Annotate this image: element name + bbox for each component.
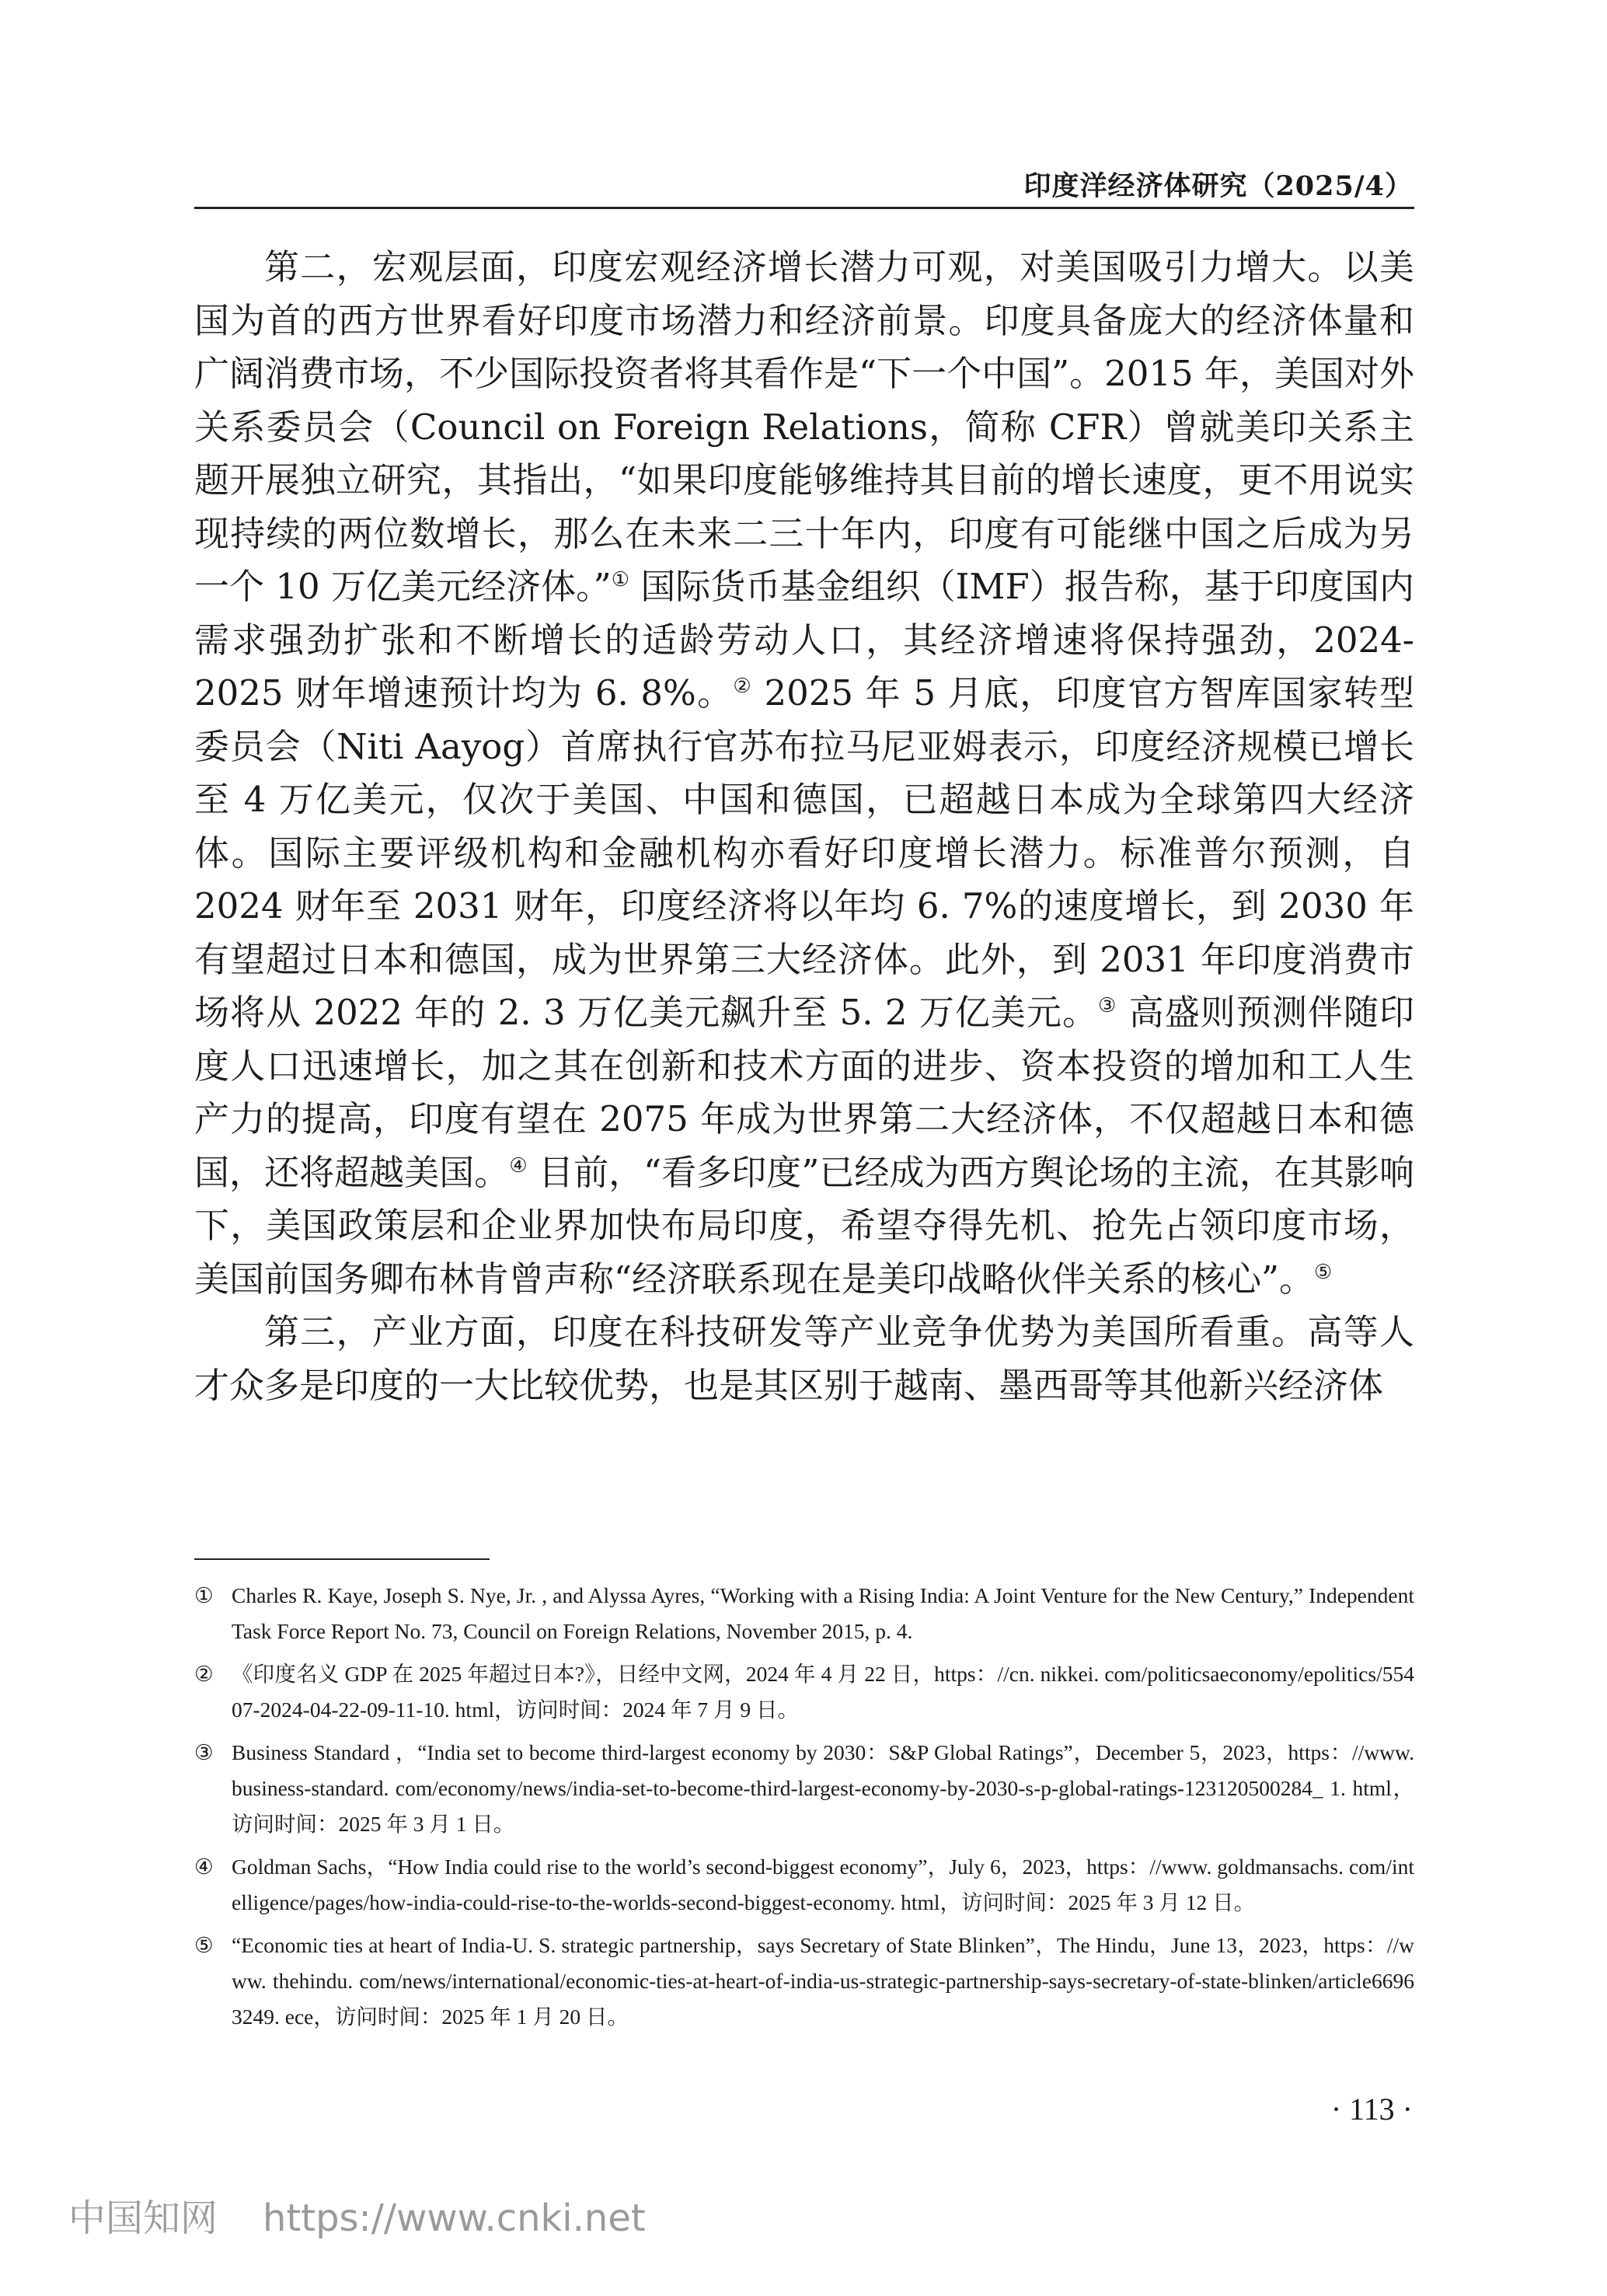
watermark-url[interactable]: https://www.cnki.net (263, 2197, 646, 2240)
page-number: · 113 · (1330, 2092, 1413, 2127)
footnote-4 (194, 1849, 1414, 1921)
paragraph-industry (194, 1306, 1414, 1412)
footnote-number: ④ (194, 1855, 214, 1879)
footnote-ref-5[interactable]: ⑤ (1314, 1260, 1333, 1284)
footnote-number: ① (194, 1583, 214, 1607)
footnote-3 (194, 1735, 1414, 1842)
footnote-ref-1[interactable]: ① (611, 568, 630, 591)
header-rule (194, 207, 1414, 209)
footnote-ref-4[interactable]: ④ (509, 1153, 528, 1178)
paragraph-text: 第二，宏观层面，印度宏观经济增长潜力可观，对美国吸引力增大。以美国为首的西方世界看好印度市场潜力和经济前景。印度具备庞大的经济体量和广阔消费市场，不少国际投资者将其看作是“下一个中国”。2015 年，美国对外关系委员会（Council on Foreign Relations，简称 CFR）曾就美印关系主题开展独立研究，其指出，“如果印度能够维持其目前的增长速度，更不用说实现持续的两位数增长，那么在未来二三十年内，印度有可能继中国之后成为另一个 10 万亿美元经济体。” (194, 246, 1414, 607)
footnote-ref-2[interactable]: ② (733, 675, 752, 698)
footnote-number: ⑤ (194, 1933, 214, 1957)
footnote-5 (194, 1928, 1414, 2035)
paragraph-text: 2025 年 5 月底，印度官方智库国家转型委员会（Niti Aayog）首席执行官苏布拉马尼亚姆表示，印度经济规模已增长至 4 万亿美元，仅次于美国、中国和德国，已超越日本成为全球第四大经济体。国际主要评级机构和金融机构亦看好印度增长潜力。标准普尔预测，自 2024 财年至 2031 财年，印度经济将以年均 6. 7%的速度增长，到 2030 年有望超过日本和德国，成为世界第三大经济体。此外，到 2031 年印度消费市场将从 2022 年的 2. 3 万亿美元飙升至 5. 2 万亿美元。 (194, 672, 1414, 1033)
paragraph-text: 国际货币基金组织（IMF）报告称，基于印度国内需求强劲扩张和不断增长的适龄劳动人口，其经济增速将保持强劲，2024-2025 财年增速预计均为 6. 8%。 (194, 566, 1414, 714)
paragraph-text: 高盛则预测伴随印度人口迅速增长，加之其在创新和技术方面的进步、资本投资的增加和工人生产力的提高，印度有望在 2075 年成为世界第二大经济体，不仅超越日本和德国，还将超越美国。 (194, 992, 1414, 1193)
watermark-site-name: 中国知网 (68, 2197, 218, 2240)
footnote-rule (194, 1558, 490, 1560)
footnote-text: 《印度名义 GDP 在 2025 年超过日本?》，日经中文网，2024 年 4 月 22 日，https：//cn. nikkei. com/politicsaeconomy/epolitics/55407-2024-04-22-09-11-10. html，访问时间：2024 年 7 月 9 日。 (232, 1662, 1414, 1722)
paragraph-macro (194, 241, 1414, 1306)
body-text (194, 241, 1414, 1412)
footnotes (194, 1578, 1414, 2042)
footnote-text: Charles R. Kaye, Joseph S. Nye, Jr. , and Alyssa Ayres, “Working with a Rising India: A Joint Venture for the New Century,” Independent Task Force Report No. 73, Council on Foreign Relations, November 2015, p. 4. (232, 1583, 1414, 1643)
footnote-number: ③ (194, 1740, 214, 1764)
footnote-1 (194, 1578, 1414, 1649)
footnote-text: Goldman Sachs，“How India could rise to the world’s second-biggest economy”，July 6，2023，https：//www. goldmansachs. com/intelligence/pages/how-india-could-rise-to-the-worlds-second-biggest-economy. html，访问时间：2025 年 3 月 12 日。 (232, 1855, 1414, 1914)
footnote-2 (194, 1656, 1414, 1728)
footnote-ref-3[interactable]: ③ (1098, 994, 1117, 1017)
footnote-number: ② (194, 1662, 214, 1686)
footnote-text: Business Standard ，“India set to become third-largest economy by 2030：S&P Global Ratings”，December 5，2023，https：//www. business-standard. com/economy/news/india-set-to-become-third-largest-economy-by-2030-s-p-global-ratings-123120500284_ 1. html，访问时间：2025 年 3 月 1 日。 (232, 1740, 1414, 1836)
cnki-watermark (68, 2188, 646, 2242)
footnote-text: “Economic ties at heart of India-U. S. strategic partnership，says Secretary of State Blinken”，The Hindu，June 13，2023，https：//www. thehindu. com/news/international/economic-ties-at-heart-of-india-us-strategic-partnership-says-secretary-of-state-blinken/article66963249. ece，访问时间：2025 年 1 月 20 日。 (232, 1933, 1414, 2029)
running-head: 印度洋经济体研究（2025/4） (1023, 170, 1413, 202)
paragraph-text: 目前，“看多印度”已经成为西方舆论场的主流，在其影响下，美国政策层和企业界加快布局印度，希望夺得先机、抢先占领印度市场，美国前国务卿布林肯曾声称“经济联系现在是美印战略伙伴关系的核心”。 (194, 1151, 1414, 1300)
paragraph-text: 第三，产业方面，印度在科技研发等产业竞争优势为美国所看重。高等人才众多是印度的一大比较优势，也是其区别于越南、墨西哥等其他新兴经济体 (194, 1311, 1414, 1406)
